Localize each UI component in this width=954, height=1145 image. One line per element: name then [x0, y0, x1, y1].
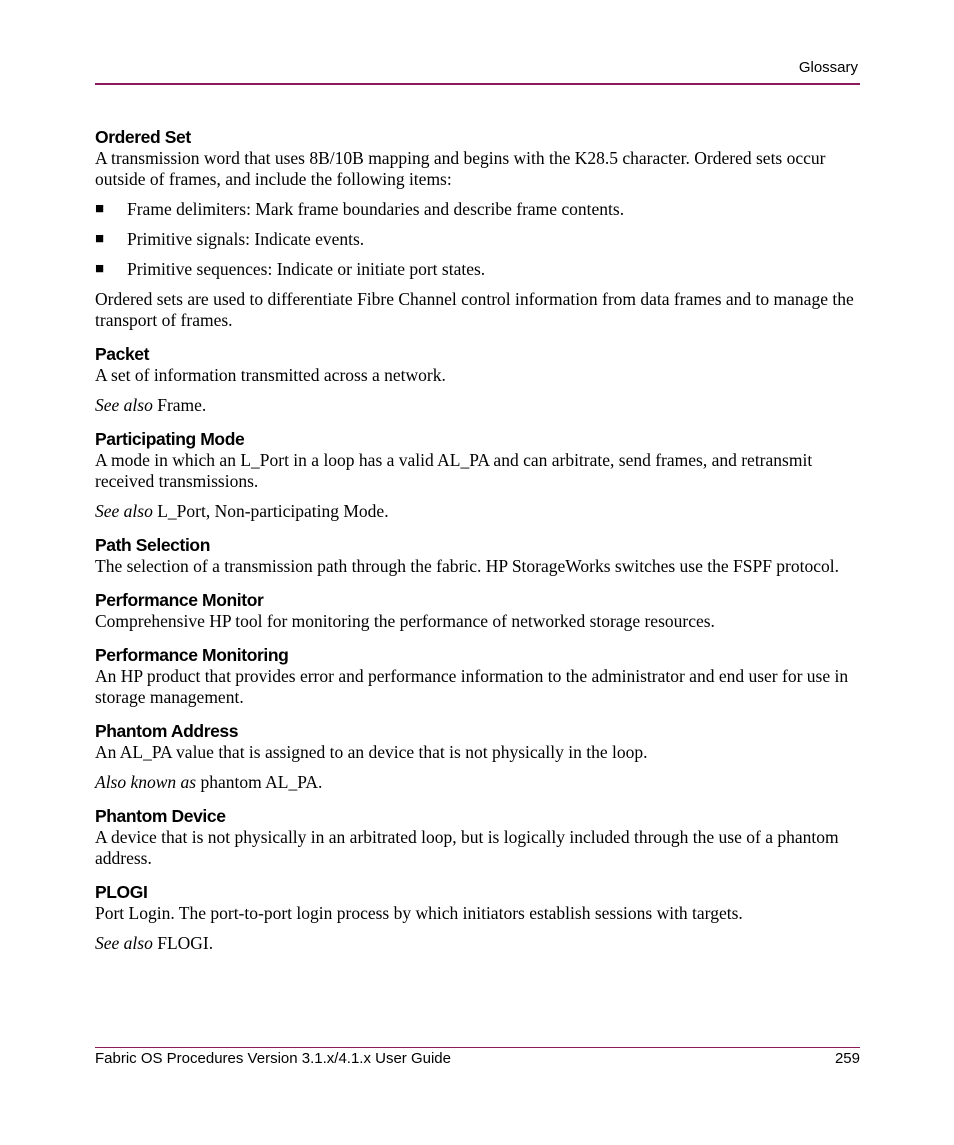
- bullet-icon: ■: [95, 231, 105, 247]
- definition: A device that is not physically in an arbitrated loop, but is logically included through the use of a phantom address.: [95, 827, 839, 868]
- glossary-entry: [95, 805, 860, 869]
- glossary-term: PLOGI: [95, 882, 148, 902]
- page-number: 259: [834, 1050, 860, 1067]
- cross-reference: Also known as phantom AL_PA.: [95, 772, 323, 792]
- glossary-entry: [95, 589, 860, 632]
- glossary-content: [95, 126, 860, 966]
- glossary-entry: [95, 644, 860, 708]
- glossary-term: Performance Monitoring: [95, 645, 289, 665]
- running-header: Glossary: [798, 59, 858, 76]
- definition: An AL_PA value that is assigned to an device that is not physically in the loop.: [95, 742, 648, 762]
- glossary-term: Performance Monitor: [95, 590, 264, 610]
- definition: A transmission word that uses 8B/10B mapping and begins with the K28.5 character. Ordered sets occur outside of frames, and include the following items:: [95, 148, 826, 189]
- definition: A set of information transmitted across a network.: [95, 365, 446, 385]
- definition: Port Login. The port-to-port login process by which initiators establish sessions with targets.: [95, 903, 743, 923]
- glossary-term: Participating Mode: [95, 429, 245, 449]
- cross-reference: See also FLOGI.: [95, 933, 214, 953]
- definition: Ordered sets are used to differentiate Fibre Channel control information from data frames and to manage the transport of frames.: [95, 289, 854, 330]
- cross-reference: See also L_Port, Non-participating Mode.: [95, 501, 389, 521]
- glossary-entry: [95, 534, 860, 577]
- cross-reference: See also Frame.: [95, 395, 207, 415]
- glossary-term: Ordered Set: [95, 127, 191, 147]
- definition: Comprehensive HP tool for monitoring the performance of networked storage resources.: [95, 611, 715, 631]
- definition: The selection of a transmission path through the fabric. HP StorageWorks switches use the FSPF protocol.: [95, 556, 840, 576]
- list-item: ■ Frame delimiters: Mark frame boundaries and describe frame contents.: [95, 199, 625, 219]
- glossary-entry: [95, 720, 860, 793]
- glossary-term: Phantom Address: [95, 721, 239, 741]
- list-item: ■ Primitive sequences: Indicate or initiate port states.: [95, 259, 486, 279]
- definition: A mode in which an L_Port in a loop has a valid AL_PA and can arbitrate, send frames, and retransmit received transmissions.: [95, 450, 813, 491]
- page-footer: [95, 1050, 860, 1067]
- glossary-term: Phantom Device: [95, 806, 226, 826]
- list-item: ■ Primitive signals: Indicate events.: [95, 229, 365, 249]
- bullet-icon: ■: [95, 201, 105, 217]
- glossary-entry: [95, 343, 860, 416]
- definition: An HP product that provides error and performance information to the administrator and end user for use in storage management.: [95, 666, 849, 707]
- glossary-term: Packet: [95, 344, 150, 364]
- header-rule: [95, 83, 860, 85]
- document-title: Fabric OS Procedures Version 3.1.x/4.1.x User Guide: [95, 1050, 451, 1067]
- glossary-entry: [95, 881, 860, 954]
- bullet-list: [95, 199, 860, 280]
- footer-rule: [95, 1047, 860, 1048]
- glossary-term: Path Selection: [95, 535, 210, 555]
- glossary-entry: [95, 126, 860, 331]
- bullet-icon: ■: [95, 261, 105, 277]
- glossary-entry: [95, 428, 860, 522]
